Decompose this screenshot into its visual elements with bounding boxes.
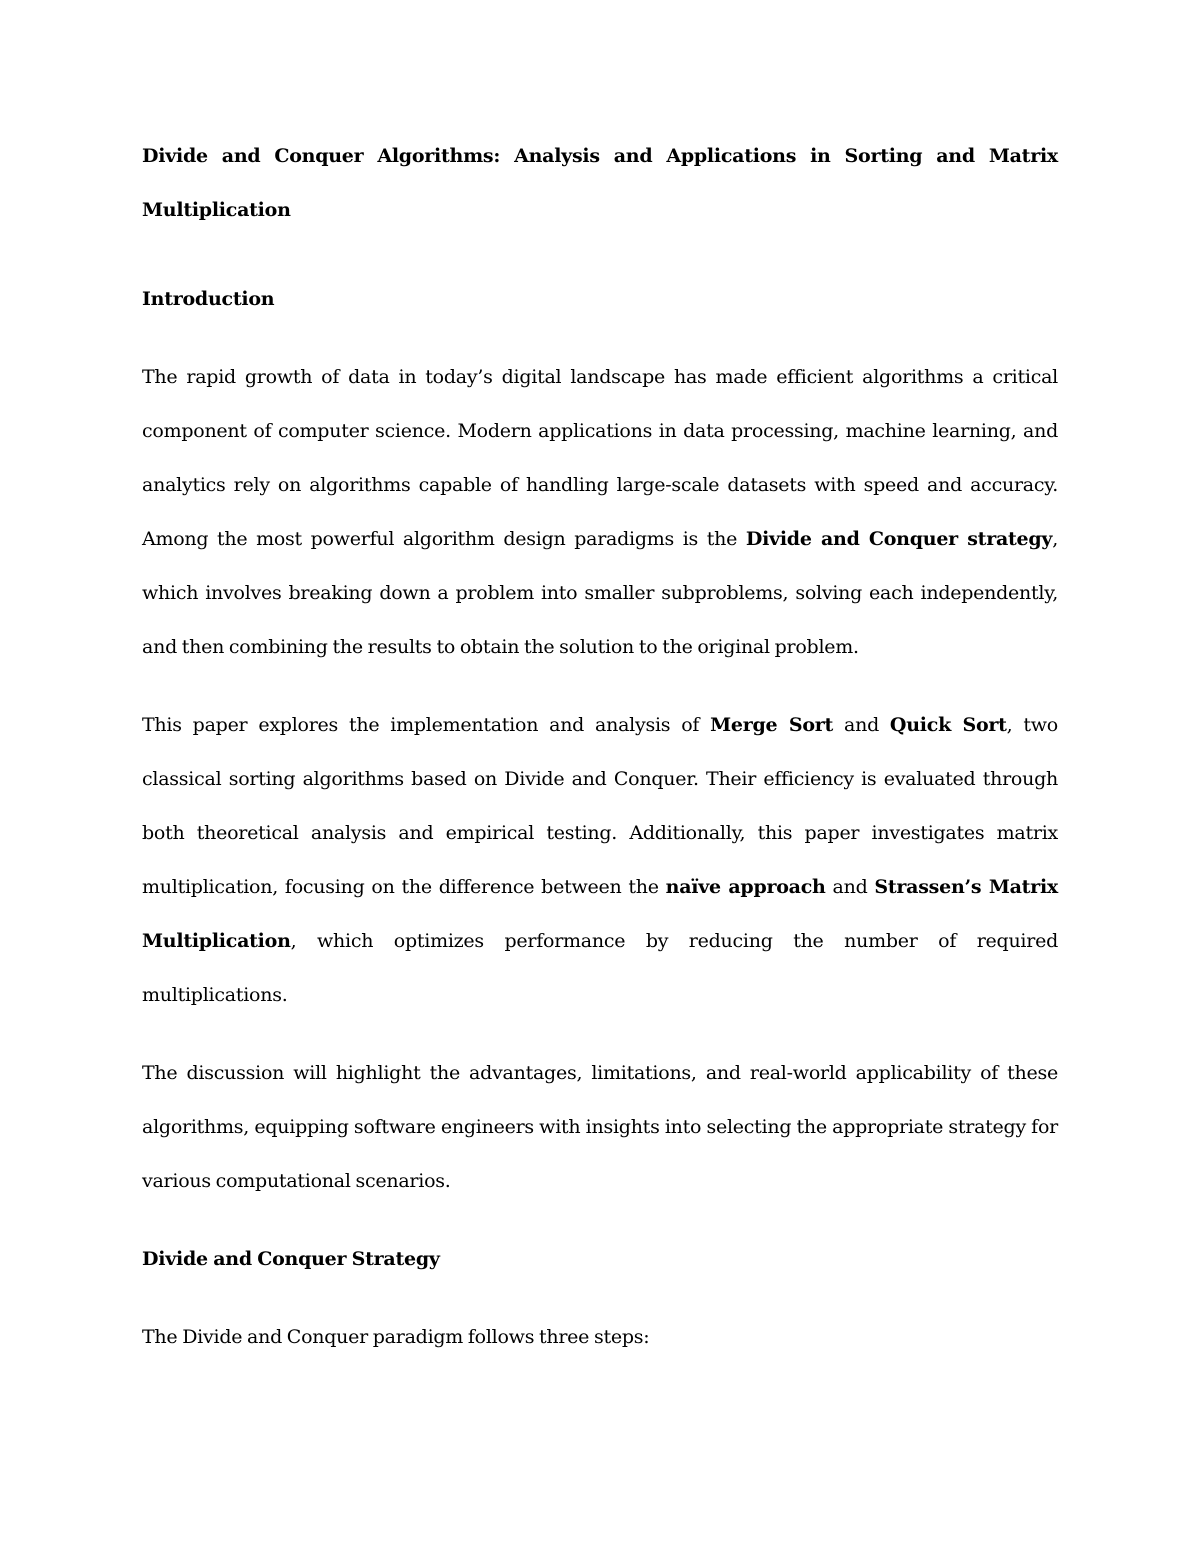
intro-paragraph-2-line-1: [142, 712, 1058, 738]
intro-paragraph-2-line-4: [142, 874, 1058, 900]
intro-paragraph-1-line-5: which involves breaking down a problem into smaller subproblems, solving each independently,: [142, 582, 1058, 604]
intro-paragraph-2-line-4-and: and: [825, 876, 875, 898]
intro-paragraph-2-line-1-text: This paper explores the implementation and analysis of: [142, 714, 711, 736]
intro-paragraph-1-line-4: [142, 526, 1058, 552]
intro-paragraph-1-line-6: and then combining the results to obtain the solution to the original problem.: [142, 636, 859, 658]
intro-paragraph-2-line-2: classical sorting algorithms based on Divide and Conquer. Their efficiency is evaluated through: [142, 768, 1058, 790]
document-title-line-2: Multiplication: [142, 199, 291, 221]
intro-paragraph-2-line-1-and: and: [833, 714, 890, 736]
intro-paragraph-3-line-3: various computational scenarios.: [142, 1170, 451, 1192]
strassens-matrix-emphasis: Strassen’s Matrix: [874, 876, 1058, 898]
document-title-line-1: Divide and Conquer Algorithms: Analysis and Applications in Sorting and Matrix: [142, 145, 1058, 167]
intro-paragraph-2-line-5-text: , which optimizes performance by reducing the number of required: [290, 930, 1058, 952]
intro-paragraph-2-line-3: both theoretical analysis and empirical testing. Additionally, this paper investigates matrix: [142, 822, 1058, 844]
intro-paragraph-3-line-2: algorithms, equipping software engineers with insights into selecting the appropriate strategy for: [142, 1116, 1058, 1138]
intro-paragraph-1-line-3: analytics rely on algorithms capable of handling large-scale datasets with speed and accuracy.: [142, 474, 1058, 496]
intro-paragraph-1-line-4-comma: ,: [1052, 528, 1058, 550]
multiplication-emphasis: Multiplication: [142, 930, 291, 952]
introduction-heading: Introduction: [142, 288, 275, 310]
strategy-heading: Divide and Conquer Strategy: [142, 1248, 440, 1270]
intro-paragraph-2-line-1-end: , two: [1006, 714, 1058, 736]
intro-paragraph-2-line-5: [142, 928, 1058, 954]
intro-paragraph-1-line-1: The rapid growth of data in today’s digital landscape has made efficient algorithms a critical: [142, 366, 1058, 388]
intro-paragraph-3-line-1: The discussion will highlight the advantages, limitations, and real-world applicability of these: [142, 1062, 1058, 1084]
strategy-paragraph-1: The Divide and Conquer paradigm follows three steps:: [142, 1326, 650, 1348]
naive-approach-emphasis: naïve approach: [665, 876, 826, 898]
intro-paragraph-1-line-2: component of computer science. Modern applications in data processing, machine learning, and: [142, 420, 1058, 442]
divide-and-conquer-strategy-emphasis: Divide and Conquer strategy: [745, 528, 1053, 550]
intro-paragraph-2-line-4-text: multiplication, focusing on the difference between the: [142, 876, 666, 898]
merge-sort-emphasis: Merge Sort: [710, 714, 834, 736]
intro-paragraph-2-line-6: multiplications.: [142, 984, 288, 1006]
quick-sort-emphasis: Quick Sort: [889, 714, 1007, 736]
intro-paragraph-1-line-4-text: Among the most powerful algorithm design paradigms is the: [142, 528, 746, 550]
